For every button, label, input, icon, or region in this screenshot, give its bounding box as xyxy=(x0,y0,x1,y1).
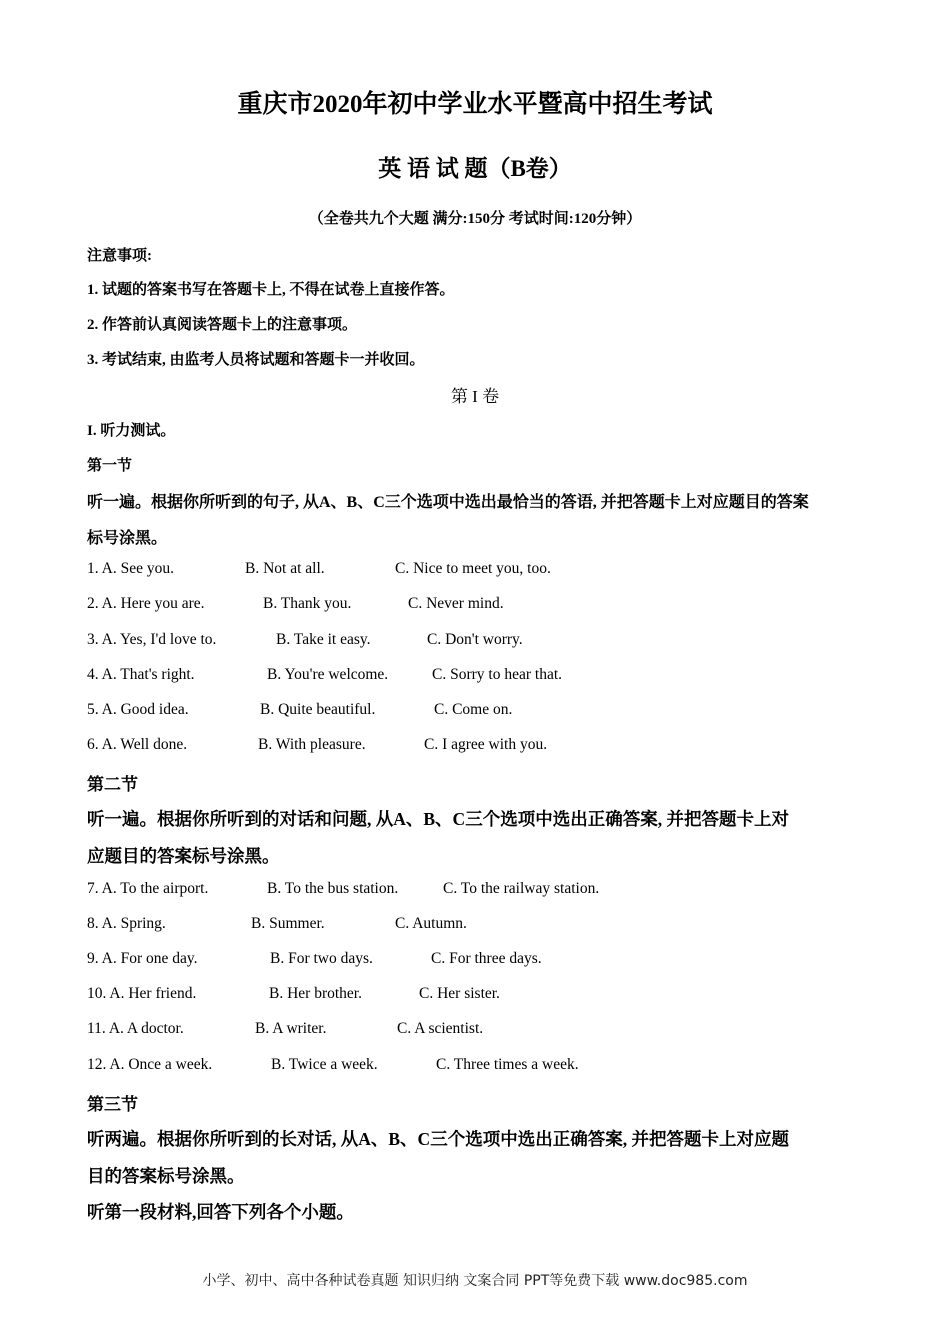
option-a: 12. A. Once a week. xyxy=(87,1056,213,1073)
notice-item-1: 1. 试题的答案书写在答题卡上, 不得在试卷上直接作答。 xyxy=(87,282,455,298)
option-b: B. A writer. xyxy=(255,1020,327,1037)
option-b: B. Thank you. xyxy=(263,595,352,612)
page-title: 重庆市2020年初中学业水平暨高中招生考试 xyxy=(237,91,713,118)
option-c: C. Never mind. xyxy=(408,595,504,612)
option-a: 3. A. Yes, I'd love to. xyxy=(87,631,217,648)
part1-heading: I. 听力测试。 xyxy=(87,423,176,439)
option-a: 5. A. Good idea. xyxy=(87,701,189,718)
option-a: 7. A. To the airport. xyxy=(87,880,209,897)
page-subtitle: 英 语 试 题（B卷） xyxy=(378,156,572,181)
option-a: 8. A. Spring. xyxy=(87,915,166,932)
section2-instruction-line2: 应题目的答案标号涂黑。 xyxy=(87,846,280,866)
option-a: 2. A. Here you are. xyxy=(87,595,205,612)
option-b: B. Take it easy. xyxy=(276,631,371,648)
section3-instruction-line2: 目的答案标号涂黑。 xyxy=(87,1166,245,1186)
option-b: B. With pleasure. xyxy=(258,736,366,753)
option-c: C. Autumn. xyxy=(395,915,467,932)
section2-heading: 第二节 xyxy=(87,775,138,794)
section3-sub-instruction: 听第一段材料,回答下列各个小题。 xyxy=(87,1202,354,1222)
notice-heading: 注意事项: xyxy=(87,248,152,264)
section3-heading: 第三节 xyxy=(87,1095,138,1114)
option-a: 11. A. A doctor. xyxy=(87,1020,184,1037)
option-c: C. Her sister. xyxy=(419,985,500,1002)
option-c: C. Don't worry. xyxy=(427,631,523,648)
option-c: C. For three days. xyxy=(431,950,542,967)
section3-instruction-line1: 听两遍。根据你所听到的长对话, 从A、B、C三个选项中选出正确答案, 并把答题卡上对应题 xyxy=(87,1129,789,1149)
option-c: C. To the railway station. xyxy=(443,880,600,897)
section2-instruction-line1: 听一遍。根据你所听到的对话和问题, 从A、B、C三个选项中选出正确答案, 并把答题卡上对 xyxy=(87,809,789,829)
option-a: 1. A. See you. xyxy=(87,560,174,577)
exam-info: （全卷共九个大题 满分:150分 考试时间:120分钟） xyxy=(308,211,642,227)
option-a: 10. A. Her friend. xyxy=(87,985,197,1002)
option-c: C. Three times a week. xyxy=(436,1056,579,1073)
option-c: C. I agree with you. xyxy=(424,736,548,753)
option-c: C. A scientist. xyxy=(397,1020,484,1037)
option-a: 4. A. That's right. xyxy=(87,666,195,683)
option-b: B. You're welcome. xyxy=(267,666,389,683)
notice-item-3: 3. 考试结束, 由监考人员将试题和答题卡一并收回。 xyxy=(87,352,425,368)
option-b: B. For two days. xyxy=(270,950,373,967)
option-b: B. Quite beautiful. xyxy=(260,701,376,718)
section1-instruction-line1: 听一遍。根据你所听到的句子, 从A、B、C三个选项中选出最恰当的答语, 并把答题卡上对应题目的答案 xyxy=(87,494,809,511)
option-b: B. Her brother. xyxy=(269,985,362,1002)
option-b: B. Summer. xyxy=(251,915,325,932)
option-c: C. Sorry to hear that. xyxy=(432,666,563,683)
option-a: 9. A. For one day. xyxy=(87,950,198,967)
volume-heading: 第 I 卷 xyxy=(450,387,500,406)
option-c: C. Come on. xyxy=(434,701,513,718)
section1-instruction-line2: 标号涂黑。 xyxy=(87,530,168,547)
option-b: B. Not at all. xyxy=(245,560,325,577)
option-a: 6. A. Well done. xyxy=(87,736,188,753)
page-footer: 小学、初中、高中各种试卷真题 知识归纳 文案合同 PPT等免费下载 www.doc985.com xyxy=(202,1273,748,1289)
notice-item-2: 2. 作答前认真阅读答题卡上的注意事项。 xyxy=(87,317,358,333)
section1-heading: 第一节 xyxy=(87,458,133,474)
option-c: C. Nice to meet you, too. xyxy=(395,560,551,577)
option-b: B. To the bus station. xyxy=(267,880,399,897)
option-b: B. Twice a week. xyxy=(271,1056,378,1073)
